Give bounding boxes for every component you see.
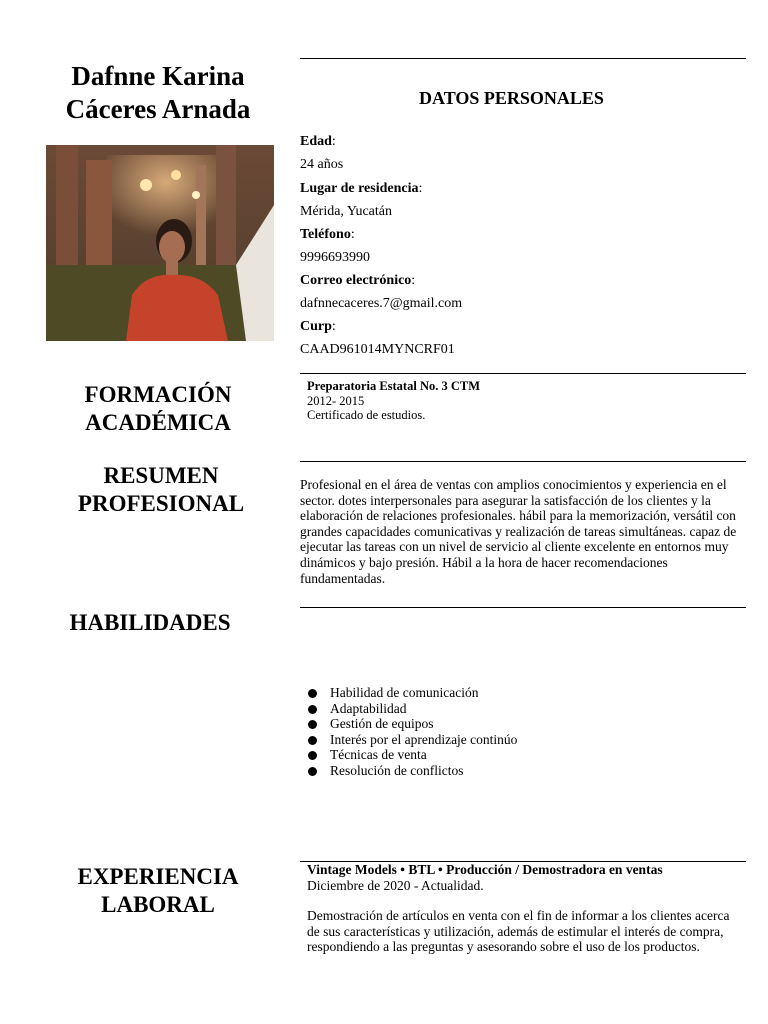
skill-item: Gestión de equipos [308, 716, 738, 732]
residence-value: Mérida, Yucatán [300, 204, 392, 219]
experience-entry [307, 862, 737, 955]
skill-item: Adaptabilidad [308, 701, 738, 717]
skills-list [308, 685, 738, 778]
residence-label: Lugar de residencia: [300, 181, 423, 196]
summary-text: Profesional en el área de ventas con amplios conocimientos y experiencia en el sector. dotes interpersonales para asegurar la satisfacción de los clientes y la elaboración de relaciones profesionales. hábil para la memorización, versátil con grandes capacidades comunicativas y realización de tareas simultáneas. capaz de ejecutar las tareas con un nivel de servicio al cliente excelente en entornos muy dinámicos y bajo presión. Hábil a la hora de hacer recomendaciones fundamentadas. [300, 477, 737, 586]
age-label: Edad: [300, 134, 336, 149]
experience-title: EXPERIENCIA LABORAL [77, 864, 239, 917]
experience-description: Demostración de artículos en venta con el fin de informar a los clientes acerca de sus características y utilización, además de estimular el interés de compra, respondiendo a las preguntas y asesorando sobre el uso de los productos. [307, 908, 730, 954]
profile-photo-image [46, 145, 274, 341]
age-value: 24 años [300, 157, 344, 172]
experience-role: Vintage Models • BTL • Producción / Demostradora en ventas [307, 862, 663, 877]
skill-item: Resolución de conflictos [308, 763, 738, 779]
email-label: Correo electrónico: [300, 273, 416, 288]
bullet-icon [308, 751, 317, 760]
bullet-icon [308, 736, 317, 745]
education-years: 2012- 2015 [307, 393, 365, 408]
divider-education-top [300, 373, 746, 374]
education-title: FORMACIÓN ACADÉMICA [84, 382, 232, 435]
education-certificate: Certificado de estudios. [307, 408, 426, 422]
phone-value: 9996693990 [300, 250, 370, 265]
experience-period: Diciembre de 2020 - Actualidad. [307, 877, 484, 893]
phone-label: Teléfono: [300, 227, 355, 242]
profile-photo [46, 145, 274, 341]
skill-item: Interés por el aprendizaje continúo [308, 732, 738, 748]
curp-label: Curp: [300, 319, 336, 334]
name-line-2: Cáceres Arnada [65, 94, 251, 124]
bullet-icon [308, 720, 317, 729]
education-entry [307, 379, 737, 423]
education-institution: Preparatoria Estatal No. 3 CTM [307, 379, 481, 393]
divider-summary-top [300, 461, 746, 462]
name-line-1: Dafnne Karina [71, 61, 245, 91]
skill-item: Habilidad de comunicación [308, 685, 738, 701]
candidate-name [30, 60, 286, 126]
bullet-icon [308, 767, 317, 776]
skill-item: Técnicas de venta [308, 747, 738, 763]
divider-skills-top [300, 607, 746, 608]
skills-title: HABILIDADES [69, 610, 231, 635]
email-value: dafnnecaceres.7@gmail.com [300, 296, 463, 311]
divider-personal-top [300, 58, 746, 59]
curp-value: CAAD961014MYNCRF01 [300, 342, 455, 357]
summary-title: RESUMEN PROFESIONAL [77, 463, 245, 516]
personal-data-title: DATOS PERSONALES [419, 88, 604, 108]
bullet-icon [308, 689, 317, 698]
bullet-icon [308, 705, 317, 714]
